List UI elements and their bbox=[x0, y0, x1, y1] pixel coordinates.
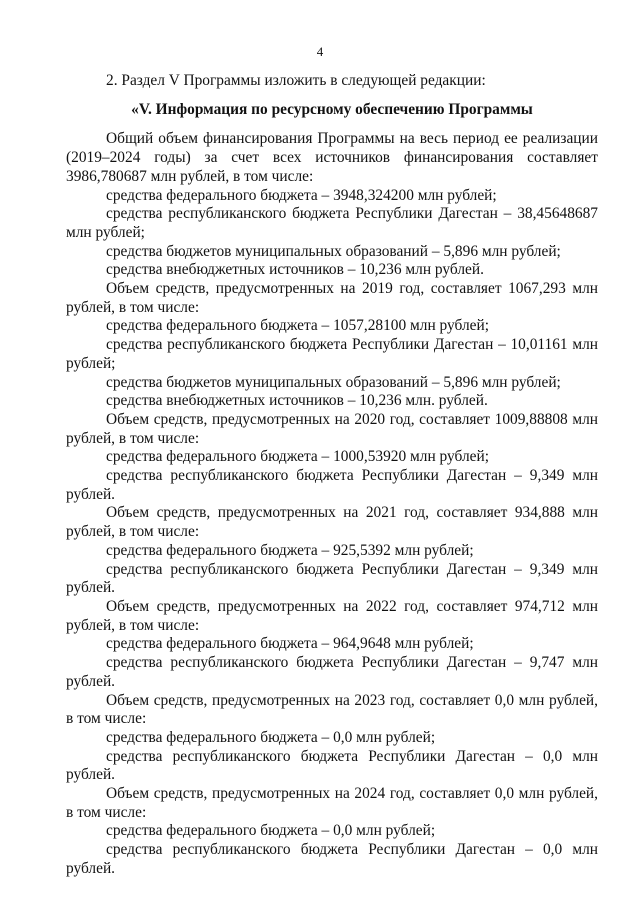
republic-budget-line: средства республиканского бюджета Республики Дагестан – 9,747 млн рублей. bbox=[66, 654, 598, 690]
total-funding-paragraph: Общий объем финансирования Программы на весь период ее реализации (2019–2024 годы) за счет всех источников финансирования составляет 3986,780687 млн рублей, в том числе: bbox=[66, 130, 598, 185]
republic-budget-line: средства республиканского бюджета Республики Дагестан – 10,01161 млн рублей; bbox=[66, 336, 598, 372]
federal-budget-line: средства федерального бюджета – 1000,53920 млн рублей; bbox=[106, 448, 489, 466]
document-body bbox=[66, 72, 598, 879]
federal-budget-line: средства федерального бюджета – 3948,324200 млн рублей; bbox=[106, 186, 497, 204]
year-2023-paragraph: Объем средств, предусмотренных на 2023 год, составляет 0,0 млн рублей, в том числе: bbox=[66, 691, 598, 728]
municipal-budget-line: средства бюджетов муниципальных образований – 5,896 млн рублей; bbox=[106, 373, 561, 391]
year-2021-paragraph: Объем средств, предусмотренных на 2021 год, составляет 934,888 млн рублей, в том числе: bbox=[66, 504, 598, 541]
intro-line: 2. Раздел V Программы изложить в следующей редакции: bbox=[106, 72, 486, 89]
republic-budget-line: средства республиканского бюджета Республики Дагестан – 0,0 млн рублей. bbox=[66, 747, 598, 784]
federal-budget-line: средства федерального бюджета – 925,5392 млн рублей; bbox=[106, 541, 474, 559]
extrabudgetary-line: средства внебюджетных источников – 10,236 млн рублей. bbox=[106, 261, 484, 279]
federal-budget-line: средства федерального бюджета – 1057,28100 млн рублей; bbox=[106, 317, 489, 335]
republic-budget-line: средства республиканского бюджета Республики Дагестан – 0,0 млн рублей. bbox=[66, 841, 598, 877]
extrabudgetary-line: средства внебюджетных источников – 10,236 млн. рублей. bbox=[106, 392, 488, 410]
municipal-budget-line: средства бюджетов муниципальных образований – 5,896 млн рублей; bbox=[106, 242, 561, 260]
federal-budget-line: средства федерального бюджета – 0,0 млн рублей; bbox=[106, 728, 436, 746]
republic-budget-line: средства республиканского бюджета Республики Дагестан – 38,45648687 млн рублей; bbox=[66, 205, 598, 241]
federal-budget-line: средства федерального бюджета – 964,9648 млн рублей; bbox=[106, 635, 474, 653]
section-heading: «V. Информация по ресурсному обеспечению Программы bbox=[131, 100, 533, 118]
year-2019-paragraph: Объем средств, предусмотренных на 2019 год, составляет 1067,293 млн рублей, в том числе: bbox=[66, 280, 598, 316]
federal-budget-line: средства федерального бюджета – 0,0 млн рублей; bbox=[106, 822, 436, 840]
year-2020-paragraph: Объем средств, предусмотренных на 2020 год, составляет 1009,88808 млн рублей, в том числе: bbox=[66, 410, 598, 447]
republic-budget-line: средства республиканского бюджета Республики Дагестан – 9,349 млн рублей. bbox=[66, 467, 598, 503]
year-2022-paragraph: Объем средств, предусмотренных на 2022 год, составляет 974,712 млн рублей, в том числе: bbox=[66, 597, 598, 634]
page-number: 4 bbox=[316, 44, 324, 59]
republic-budget-line: средства республиканского бюджета Республики Дагестан – 9,349 млн рублей. bbox=[66, 560, 598, 597]
year-2024-paragraph: Объем средств, предусмотренных на 2024 год, составляет 0,0 млн рублей, в том числе: bbox=[66, 785, 598, 821]
